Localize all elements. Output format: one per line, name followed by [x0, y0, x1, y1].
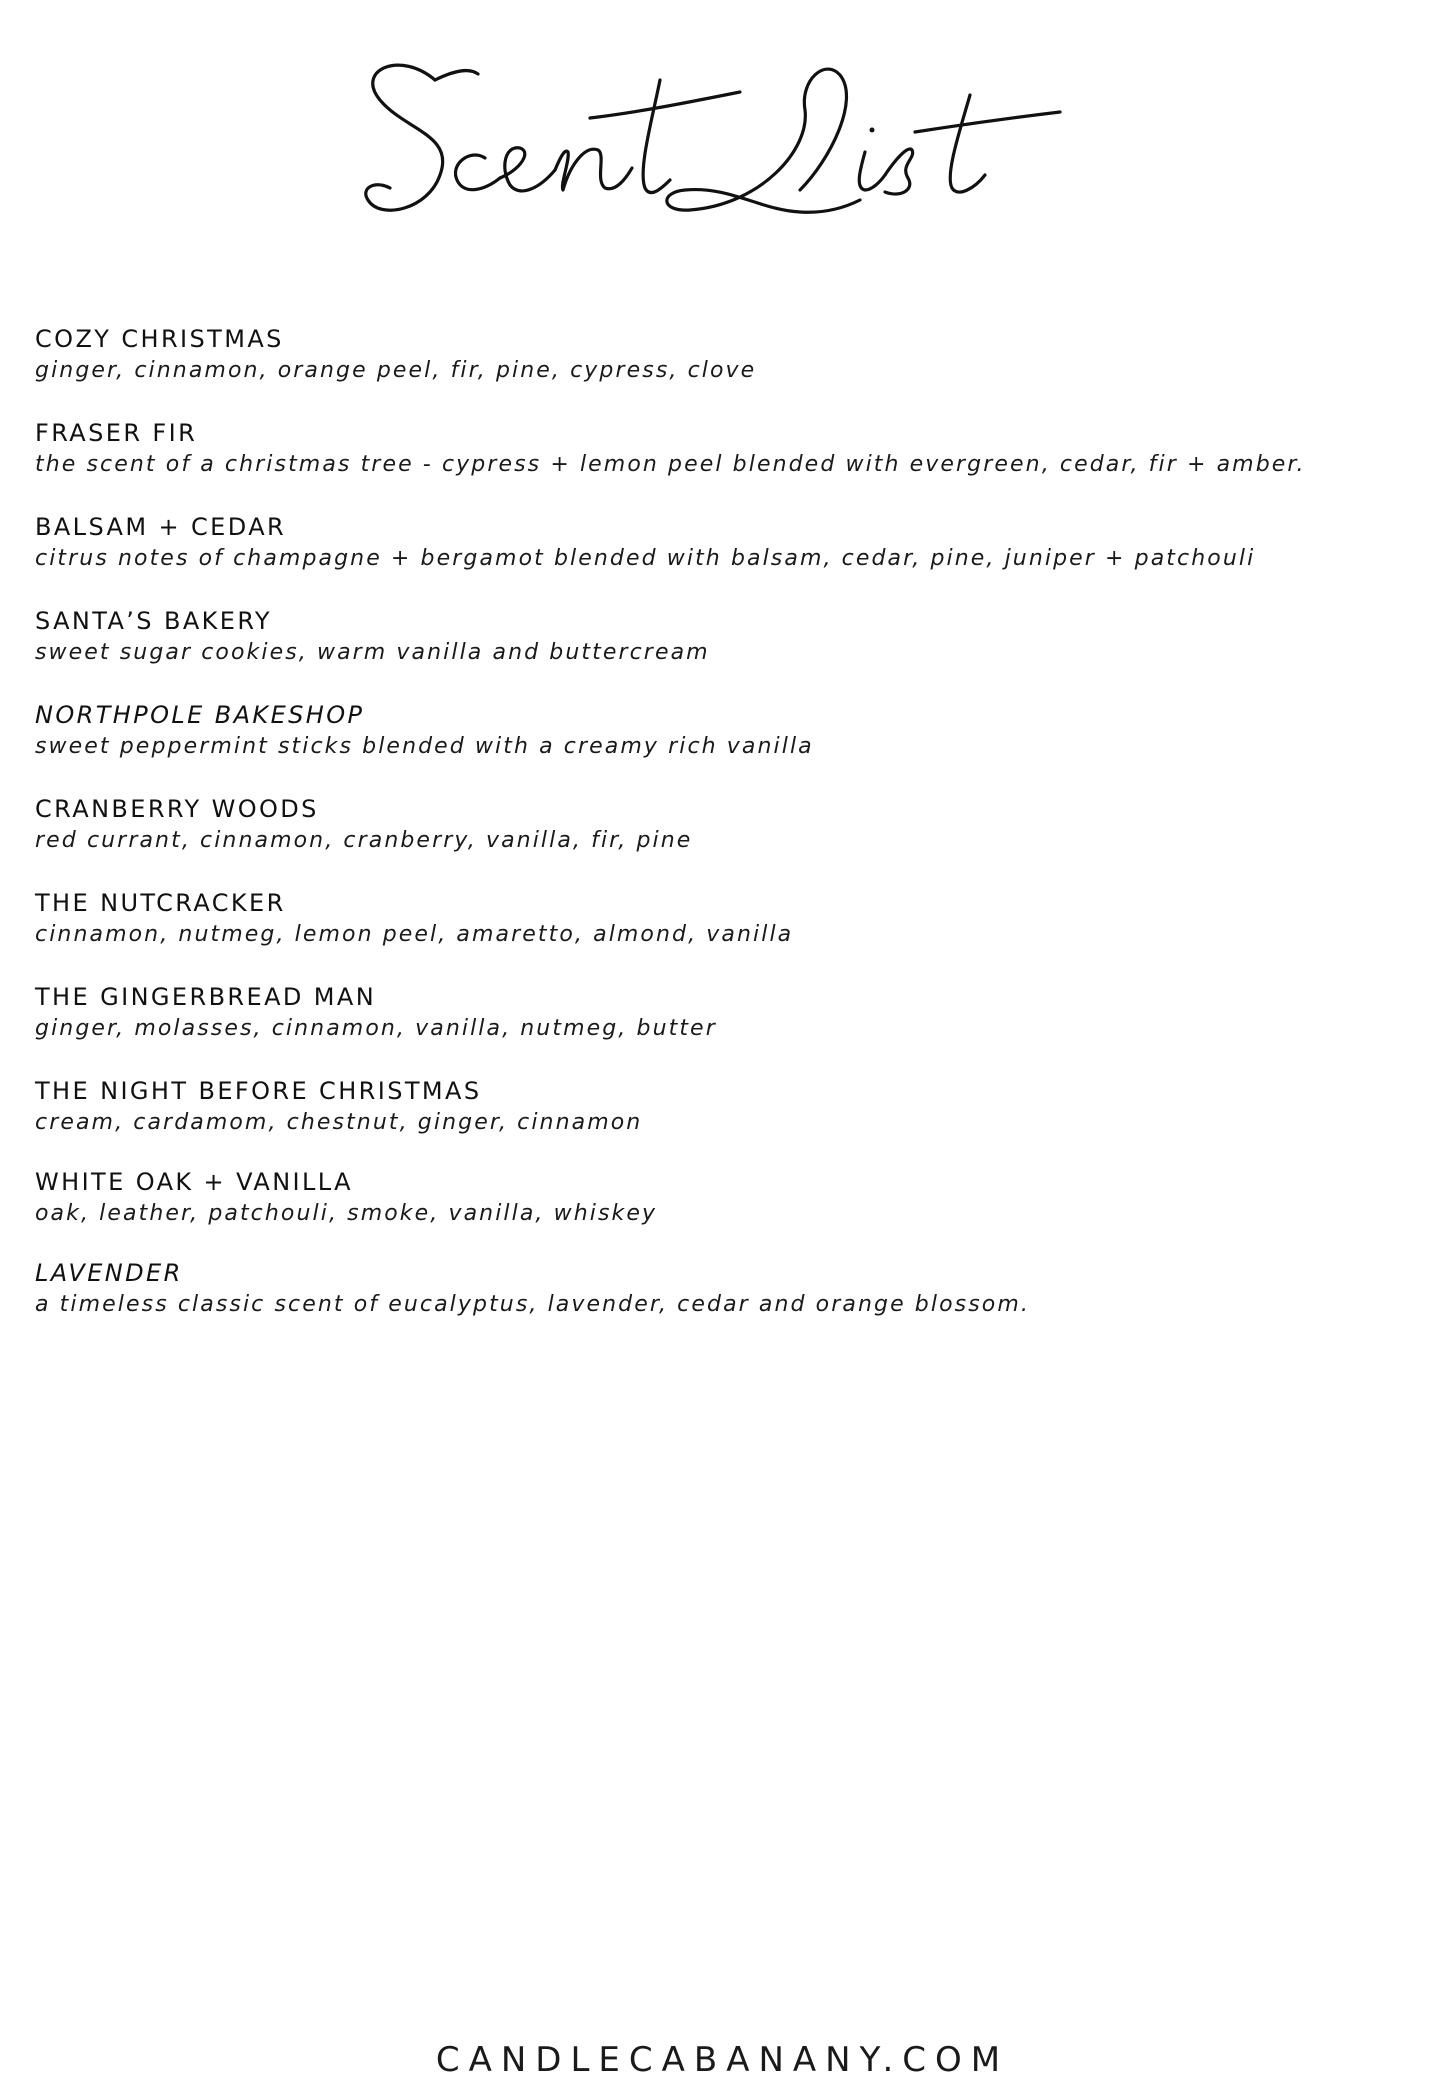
scent-item-white-oak-vanilla — [35, 1165, 1415, 1256]
scent-name: NORTHPOLE BAKESHOP — [35, 701, 365, 729]
scent-notes: the scent of a christmas tree - cypress + lemon peel blended with evergreen, cedar, fir + amber. — [35, 452, 1306, 477]
scent-notes: a timeless classic scent of eucalyptus, lavender, cedar and orange blossom. — [35, 1292, 1030, 1317]
scent-item-santas-bakery — [35, 604, 1415, 698]
scent-name: THE NUTCRACKER — [35, 889, 286, 917]
scent-item-northpole-bakeshop — [35, 698, 1415, 792]
scent-name: SANTA’S BAKERY — [35, 607, 272, 635]
scent-name: FRASER FIR — [35, 419, 198, 447]
scent-name: LAVENDER — [35, 1259, 183, 1287]
scent-notes: ginger, molasses, cinnamon, vanilla, nutmeg, butter — [35, 1016, 717, 1041]
scent-name: THE GINGERBREAD MAN — [35, 983, 377, 1011]
footer-website: CANDLECABANANY.COM — [435, 2040, 1010, 2080]
scent-item-the-night-before-christmas — [35, 1074, 1415, 1165]
page-title — [360, 40, 1090, 230]
scent-notes: ginger, cinnamon, orange peel, fir, pine, cypress, clove — [35, 358, 757, 383]
scent-notes: sweet sugar cookies, warm vanilla and buttercream — [35, 640, 710, 665]
scent-name: COZY CHRISTMAS — [35, 325, 284, 353]
scent-name: BALSAM + CEDAR — [35, 513, 287, 541]
scent-name: CRANBERRY WOODS — [35, 795, 319, 823]
scent-notes: oak, leather, patchouli, smoke, vanilla, whiskey — [35, 1201, 658, 1226]
scent-notes: cinnamon, nutmeg, lemon peel, amaretto, almond, vanilla — [35, 922, 794, 947]
scent-notes: cream, cardamom, chestnut, ginger, cinnamon — [35, 1110, 643, 1135]
scent-item-fraser-fir — [35, 416, 1415, 510]
scent-item-the-nutcracker — [35, 886, 1415, 980]
scent-item-cranberry-woods — [35, 792, 1415, 886]
scent-name: WHITE OAK + VANILLA — [35, 1168, 353, 1196]
scent-item-cozy-christmas — [35, 322, 1415, 416]
scent-list — [35, 322, 1415, 1347]
scent-item-balsam-cedar — [35, 510, 1415, 604]
scent-item-the-gingerbread-man — [35, 980, 1415, 1074]
scent-notes: red currant, cinnamon, cranberry, vanilla, fir, pine — [35, 828, 693, 853]
script-title-lettering — [360, 40, 1090, 230]
scent-item-lavender — [35, 1256, 1415, 1347]
scent-notes: citrus notes of champagne + bergamot blended with balsam, cedar, pine, juniper + patchouli — [35, 546, 1256, 571]
scent-notes: sweet peppermint sticks blended with a creamy rich vanilla — [35, 734, 814, 759]
scent-name: THE NIGHT BEFORE CHRISTMAS — [35, 1077, 482, 1105]
